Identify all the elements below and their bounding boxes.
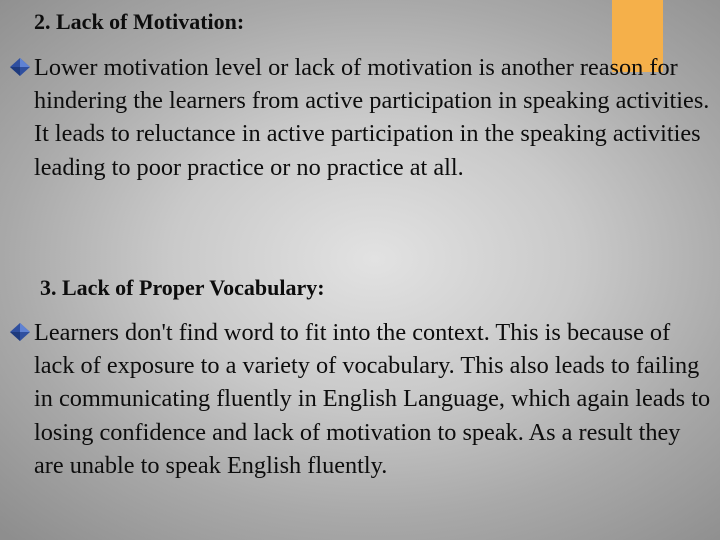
bullet-item-motivation bbox=[10, 51, 715, 184]
bullet-item-vocabulary bbox=[10, 316, 715, 482]
diamond-bullet-icon bbox=[10, 58, 30, 76]
diamond-bullet-icon bbox=[10, 323, 30, 341]
section-heading-motivation: 2. Lack of Motivation: bbox=[34, 9, 245, 34]
bullet-text-motivation: Lower motivation level or lack of motivation is another reason for hindering the learners from active participation in speaking activities. It leads to reluctance in active participation in the speaking activities leading to poor practice or no practice at all. bbox=[34, 54, 710, 181]
bullet-text-vocabulary: Learners don't find word to fit into the context. This is because of lack of exposure to a variety of vocabulary. This also leads to failing in communicating fluently in English Language, which again leads to losing confidence and lack of motivation to speak. As a result they are unable to speak English fluently. bbox=[34, 319, 711, 479]
section-heading-vocabulary: 3. Lack of Proper Vocabulary: bbox=[40, 275, 325, 300]
